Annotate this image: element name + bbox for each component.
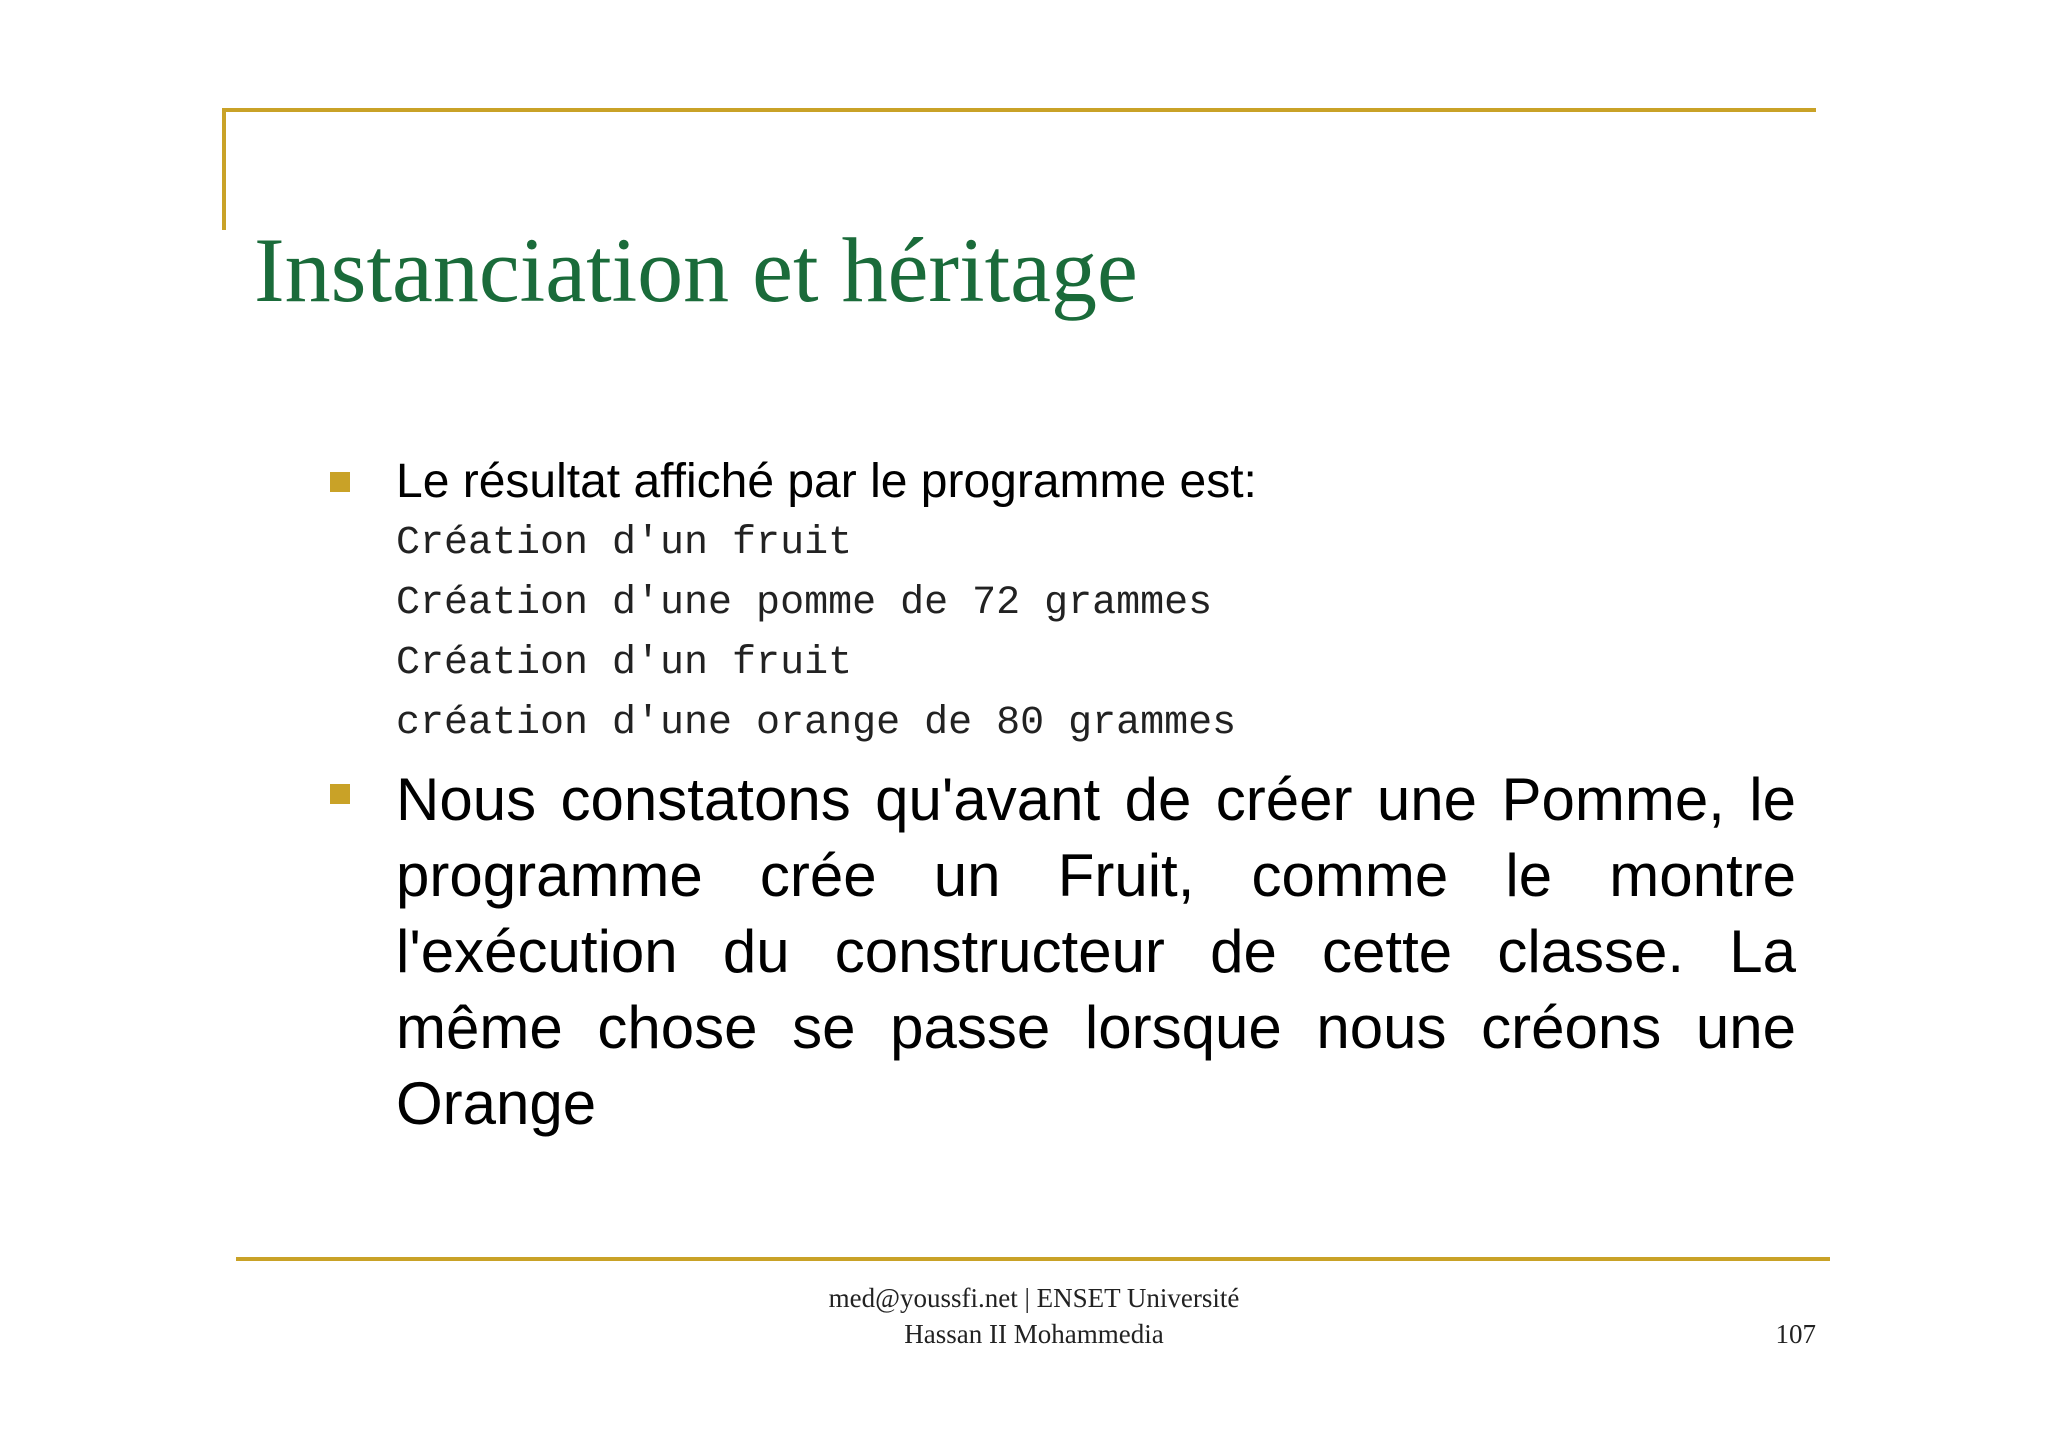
footer-line-1: med@youssfi.net | ENSET Université — [828, 1283, 1240, 1313]
square-bullet-icon — [330, 784, 350, 804]
program-output — [396, 514, 1796, 754]
footer-credit — [724, 1280, 1344, 1352]
square-bullet-icon — [330, 472, 350, 492]
slide-title: Instanciation et héritage — [254, 219, 1138, 321]
bullet-explanation — [326, 762, 1796, 1142]
frame-top-rule — [222, 108, 1816, 112]
bullet-result-text: Le résultat affiché par le programme est: — [396, 455, 1257, 508]
bullet-result — [326, 450, 1796, 754]
bullet-explanation-text: Nous constatons qu'avant de créer une Pomme, le programme crée un Fruit, comme le montre l'exécution du constructeur de cette classe. La même chose se passe lorsque nous créons une Orange — [396, 766, 1796, 1137]
output-line: création d'une orange de 80 grammes — [396, 701, 1237, 746]
slide-content — [326, 450, 1796, 1142]
page-number: 107 — [1775, 1319, 1816, 1349]
output-line: Création d'une pomme de 72 grammes — [396, 581, 1213, 626]
frame-left-rule — [222, 108, 226, 230]
output-line: Création d'un fruit — [396, 521, 853, 566]
footer-line-2: Hassan II Mohammedia — [904, 1319, 1164, 1349]
footer-rule — [236, 1257, 1830, 1261]
output-line: Création d'un fruit — [396, 641, 853, 686]
